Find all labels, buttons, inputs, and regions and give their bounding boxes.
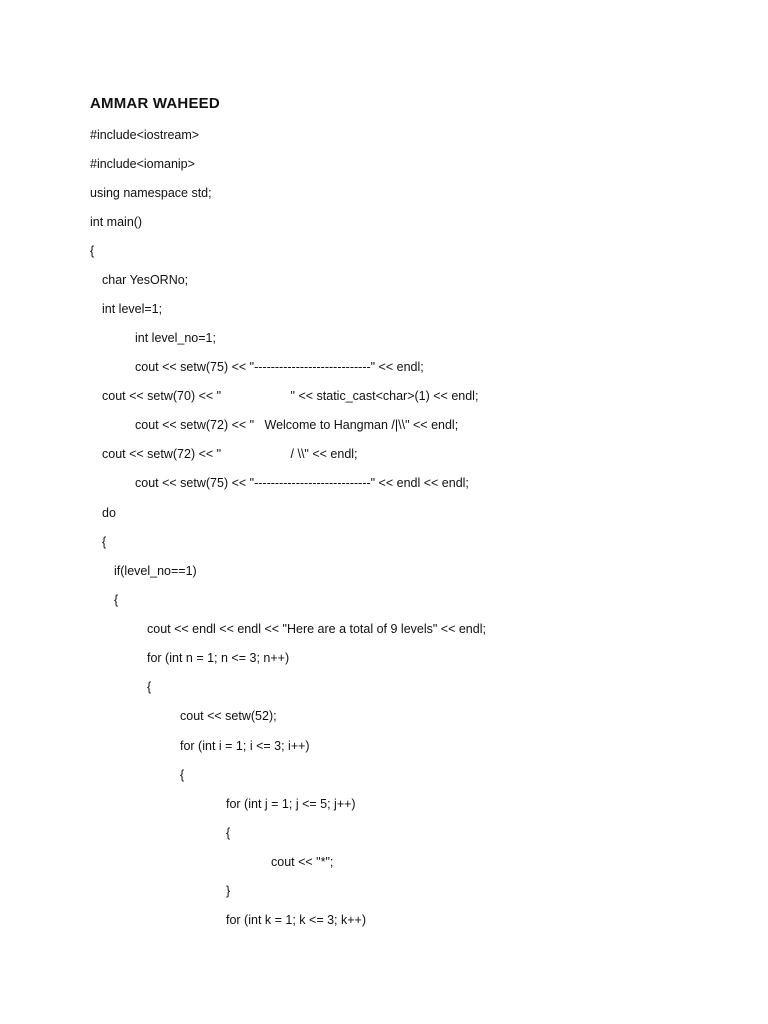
code-line: using namespace std; xyxy=(90,186,212,200)
code-line: cout << setw(75) << "----------------------------" << endl; xyxy=(135,360,424,374)
code-line: { xyxy=(147,680,152,694)
author-name: AMMAR WAHEED xyxy=(90,95,220,112)
code-line: #include<iomanip> xyxy=(90,157,195,171)
code-line: char YesORNo; xyxy=(102,273,189,287)
code-line: do xyxy=(102,506,116,520)
code-line: { xyxy=(114,593,119,607)
code-line: { xyxy=(102,535,107,549)
code-line: cout << setw(72) << " / \\" << endl; xyxy=(102,447,358,461)
code-line: { xyxy=(90,244,95,258)
code-line: if(level_no==1) xyxy=(114,564,197,578)
code-line: cout << setw(75) << "----------------------------" << endl << endl; xyxy=(135,476,469,490)
code-line: cout << "*"; xyxy=(271,855,334,869)
code-line: for (int i = 1; i <= 3; i++) xyxy=(180,739,310,753)
code-line: int level=1; xyxy=(102,302,163,316)
code-line: int level_no=1; xyxy=(135,331,216,345)
code-line: cout << setw(70) << " " << static_cast<char>(1) << endl; xyxy=(102,389,479,403)
code-line: for (int j = 1; j <= 5; j++) xyxy=(226,797,356,811)
code-line: for (int k = 1; k <= 3; k++) xyxy=(226,913,366,927)
code-line: cout << endl << endl << "Here are a total of 9 levels" << endl; xyxy=(147,622,486,636)
code-line: cout << setw(72) << " Welcome to Hangman /|\\" << endl; xyxy=(135,418,459,432)
code-line: for (int n = 1; n <= 3; n++) xyxy=(147,651,290,665)
code-line: #include<iostream> xyxy=(90,128,200,142)
code-line: cout << setw(52); xyxy=(180,709,277,723)
code-line: int main() xyxy=(90,215,143,229)
code-line: { xyxy=(226,826,231,840)
code-line: { xyxy=(180,768,185,782)
code-line: } xyxy=(226,884,231,898)
